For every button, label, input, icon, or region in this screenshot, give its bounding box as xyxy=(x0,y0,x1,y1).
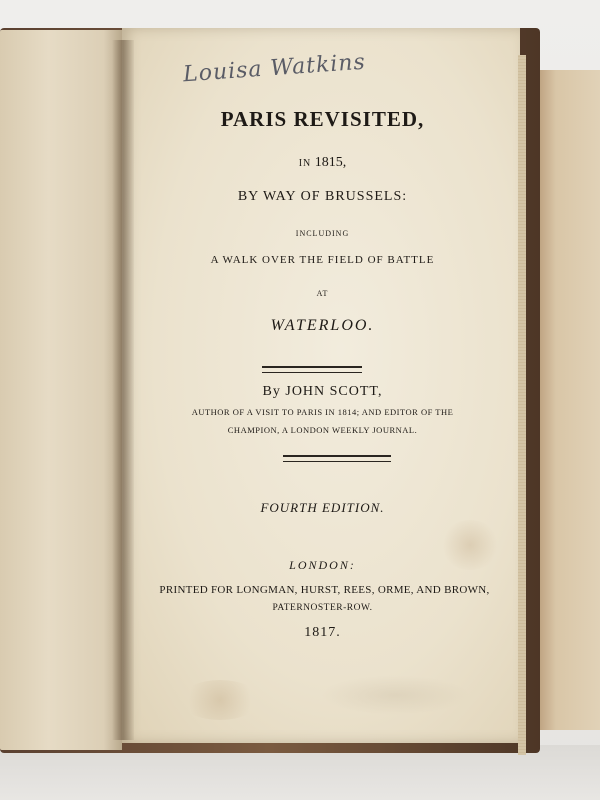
edition-line: FOURTH EDITION. xyxy=(260,500,385,515)
city-line: LONDON: xyxy=(289,558,356,572)
year-line xyxy=(150,155,495,171)
left-page xyxy=(0,30,122,750)
including-line: INCLUDING xyxy=(295,229,350,238)
double-rule-bottom xyxy=(283,455,391,462)
owner-signature: Louisa Watkins xyxy=(182,49,367,88)
bleed-through xyxy=(320,675,470,715)
year-line-year: 1815, xyxy=(314,155,347,170)
book-gutter xyxy=(112,40,134,740)
address-line: PATERNOSTER-ROW. xyxy=(272,603,373,613)
subtitle: BY WAY OF BRUSSELS: xyxy=(237,189,408,204)
date-line: 1817. xyxy=(304,625,341,640)
at-line: AT xyxy=(316,289,329,298)
author-line: By JOHN SCOTT, xyxy=(262,384,383,399)
table-edge xyxy=(0,745,600,800)
page-edges xyxy=(518,55,526,755)
second-book xyxy=(535,70,600,730)
year-line-prefix: IN xyxy=(298,158,312,169)
double-rule-top xyxy=(262,366,362,373)
author-description-2: CHAMPION, A LONDON WEEKLY JOURNAL. xyxy=(227,425,418,435)
book-title: PARIS REVISITED, xyxy=(220,107,425,131)
foxing-stain xyxy=(180,680,260,720)
walk-line: A WALK OVER THE FIELD OF BATTLE xyxy=(210,254,435,266)
author-description-1: AUTHOR OF A VISIT TO PARIS IN 1814; AND EDITOR OF THE xyxy=(191,407,454,417)
printer-line: PRINTED FOR LONGMAN, HURST, REES, ORME, AND BROWN, xyxy=(159,584,490,596)
place-line: WATERLOO. xyxy=(270,317,375,334)
